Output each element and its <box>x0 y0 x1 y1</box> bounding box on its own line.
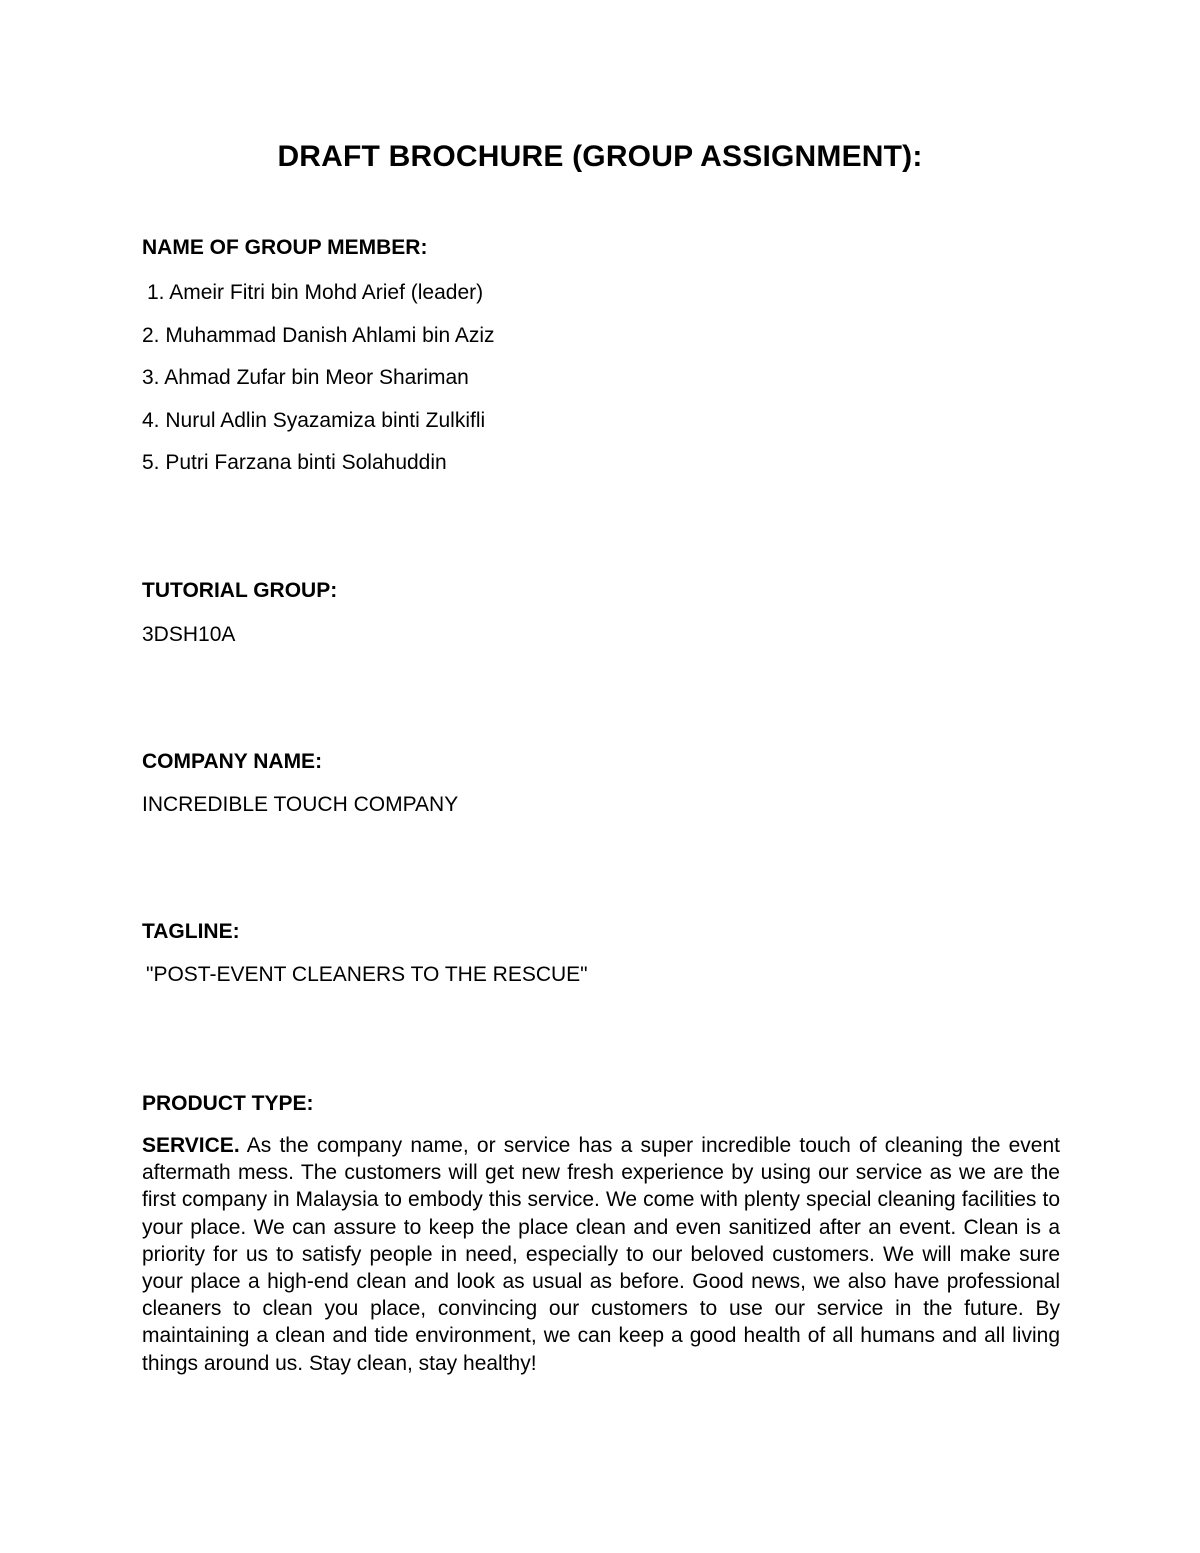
list-item-number: 4. <box>142 408 160 432</box>
company-value: INCREDIBLE TOUCH COMPANY <box>142 793 459 816</box>
tagline-heading: TAGLINE: <box>142 920 240 943</box>
list-item <box>142 365 495 408</box>
list-item-number: 2. <box>142 323 160 347</box>
members-heading: NAME OF GROUP MEMBER: <box>142 236 428 259</box>
company-heading: COMPANY NAME: <box>142 750 323 773</box>
member-list <box>142 280 495 493</box>
list-item <box>142 280 495 323</box>
product-description <box>142 1132 1060 1377</box>
list-item-number: 1. <box>147 281 165 304</box>
member-name: Putri Farzana binti Solahuddin <box>165 451 447 474</box>
member-name: Muhammad Danish Ahlami bin Aziz <box>165 323 495 347</box>
tutorial-heading: TUTORIAL GROUP: <box>142 579 338 602</box>
list-item <box>142 323 495 366</box>
list-item-number: 3. <box>142 366 160 389</box>
tutorial-value: 3DSH10A <box>142 623 236 646</box>
product-heading: PRODUCT TYPE: <box>142 1092 314 1115</box>
product-type-label: SERVICE. <box>142 1134 240 1157</box>
product-body-text: As the company name, or service has a super incredible touch of cleaning the event aftermath mess. The customers will get new fresh experience by using our service as we are the first company in Malaysia to embody this service. We come with plenty special cleaning facilities to your place. We can assure to keep the place clean and even sanitized after an event. Clean is a priority for us to satisfy people in need, especially to our beloved customers. We will make sure your place a high-end clean and look as usual as before. Good news, we also have professional cleaners to clean you place, convincing our customers to use our service in the future. By maintaining a clean and tide environment, we can keep a good health of all humans and all living things around us. Stay clean, stay healthy! <box>142 1134 1060 1375</box>
list-item <box>142 408 495 451</box>
member-name: Ahmad Zufar bin Meor Shariman <box>164 366 469 389</box>
document-title: DRAFT BROCHURE (GROUP ASSIGNMENT): <box>277 140 923 173</box>
member-name: Nurul Adlin Syazamiza binti Zulkifli <box>165 408 486 432</box>
list-item <box>142 450 495 493</box>
tagline-value: "POST-EVENT CLEANERS TO THE RESCUE" <box>146 963 588 986</box>
member-name: Ameir Fitri bin Mohd Arief (leader) <box>169 281 484 304</box>
list-item-number: 5. <box>142 451 160 474</box>
